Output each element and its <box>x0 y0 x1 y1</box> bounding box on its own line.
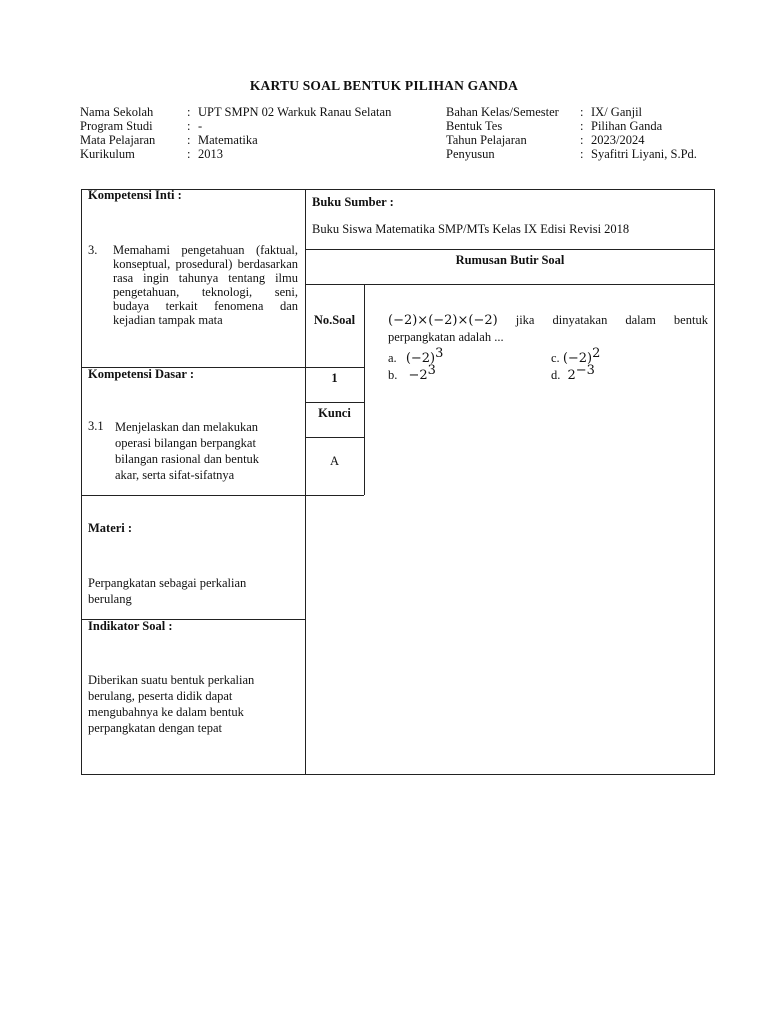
value-class: IX/ Ganjil <box>591 105 643 119</box>
option-b-base: −2 <box>408 368 428 384</box>
grid-line-2 <box>305 402 364 403</box>
option-a-letter: a. <box>388 351 397 366</box>
value-curriculum: 2013 <box>198 147 223 161</box>
divider-rumusan-soal <box>305 284 715 285</box>
value-program: - <box>198 119 203 133</box>
label-author: Penyusun <box>446 147 495 161</box>
colon: : <box>187 147 191 161</box>
colon: : <box>187 119 191 133</box>
indikator-heading: Indikator Soal : <box>88 619 173 633</box>
colon: : <box>580 119 584 133</box>
label-subject: Mata Pelajaran <box>80 133 156 147</box>
grid-bottom-line <box>305 495 364 496</box>
option-d-base: 2 <box>567 368 576 384</box>
value-subject: Matematika <box>198 133 258 147</box>
label-school: Nama Sekolah <box>80 105 154 119</box>
buku-sumber-heading: Buku Sumber : <box>312 195 394 209</box>
label-year: Tahun Pelajaran <box>446 133 527 147</box>
kd-number: 3.1 <box>88 419 104 433</box>
option-b[interactable] <box>388 363 436 383</box>
option-c-letter: c. <box>551 351 560 366</box>
label-class: Bahan Kelas/Semester <box>446 105 559 119</box>
buku-sumber-text: Buku Siswa Matematika SMP/MTs Kelas IX Edisi Revisi 2018 <box>312 222 630 236</box>
question-text-w2: dinyatakan <box>552 313 608 327</box>
divider-kd-materi <box>81 495 305 496</box>
option-b-exp: 3 <box>427 363 436 378</box>
grid-divider-vertical <box>364 284 365 495</box>
rumusan-heading: Rumusan Butir Soal <box>455 253 565 267</box>
question-stem <box>388 312 708 345</box>
colon: : <box>580 105 584 119</box>
value-school: UPT SMPN 02 Warkuk Ranau Selatan <box>198 105 392 119</box>
question-line-2: perpangkatan adalah ... <box>388 330 504 344</box>
label-curriculum: Kurikulum <box>80 147 135 161</box>
option-b-letter: b. <box>388 368 398 383</box>
column-divider <box>305 189 306 775</box>
document-title: KARTU SOAL BENTUK PILIHAN GANDA <box>249 78 519 93</box>
indikator-text: Diberikan suatu bentuk perkalian berulang, peserta didik dapat mengubahnya ke dalam bentuk perpangkatan dengan tepat <box>88 673 255 735</box>
value-test-type: Pilihan Ganda <box>591 119 663 133</box>
colon: : <box>187 105 191 119</box>
ki-heading: Kompetensi Inti : <box>88 188 182 202</box>
materi-heading: Materi : <box>88 521 133 535</box>
ki-number: 3. <box>88 243 98 257</box>
option-c-exp: 2 <box>592 346 601 361</box>
colon: : <box>580 147 584 161</box>
question-text-w3: dalam <box>625 313 656 327</box>
kd-text: Menjelaskan dan melakukan operasi bilangan berpangkat bilangan rasional dan bentuk akar, serta sifat-sifatnya <box>115 420 260 482</box>
no-soal-label: No.Soal <box>313 313 356 327</box>
option-a-exp: 3 <box>435 346 444 361</box>
colon: : <box>580 133 584 147</box>
colon: : <box>187 133 191 147</box>
kunci-label: Kunci <box>318 406 351 420</box>
label-program: Program Studi <box>80 119 153 133</box>
divider-buku-rumusan <box>305 249 715 250</box>
no-soal-value: 1 <box>331 371 338 385</box>
option-d-exp: −3 <box>575 363 595 378</box>
label-test-type: Bentuk Tes <box>446 119 503 133</box>
question-line-1 <box>388 312 708 329</box>
grid-line-3 <box>305 437 364 438</box>
question-text-w4: bentuk <box>673 313 708 327</box>
question-expression: (−2)×(−2)×(−2) <box>388 313 498 328</box>
ki-text: Memahami pengetahuan (faktual, konseptual, prosedural) berdasarkan rasa ingin tahunya tentang ilmu pengetahuan, teknologi, seni, budaya terkait fenomena dan kejadian tampak mata <box>113 243 298 327</box>
option-d[interactable] <box>551 363 595 383</box>
materi-text: Perpangkatan sebagai perkalian berulang <box>88 576 247 606</box>
option-d-letter: d. <box>551 368 561 383</box>
value-author: Syafitri Liyani, S.Pd. <box>591 147 697 161</box>
value-year: 2023/2024 <box>591 133 645 147</box>
question-text-start: jika <box>515 313 535 327</box>
grid-line-1 <box>305 367 364 368</box>
kd-heading: Kompetensi Dasar : <box>88 367 195 381</box>
option-a-base: (−2) <box>405 351 436 367</box>
option-c-base: (−2) <box>562 351 593 367</box>
kunci-value: A <box>329 454 340 468</box>
